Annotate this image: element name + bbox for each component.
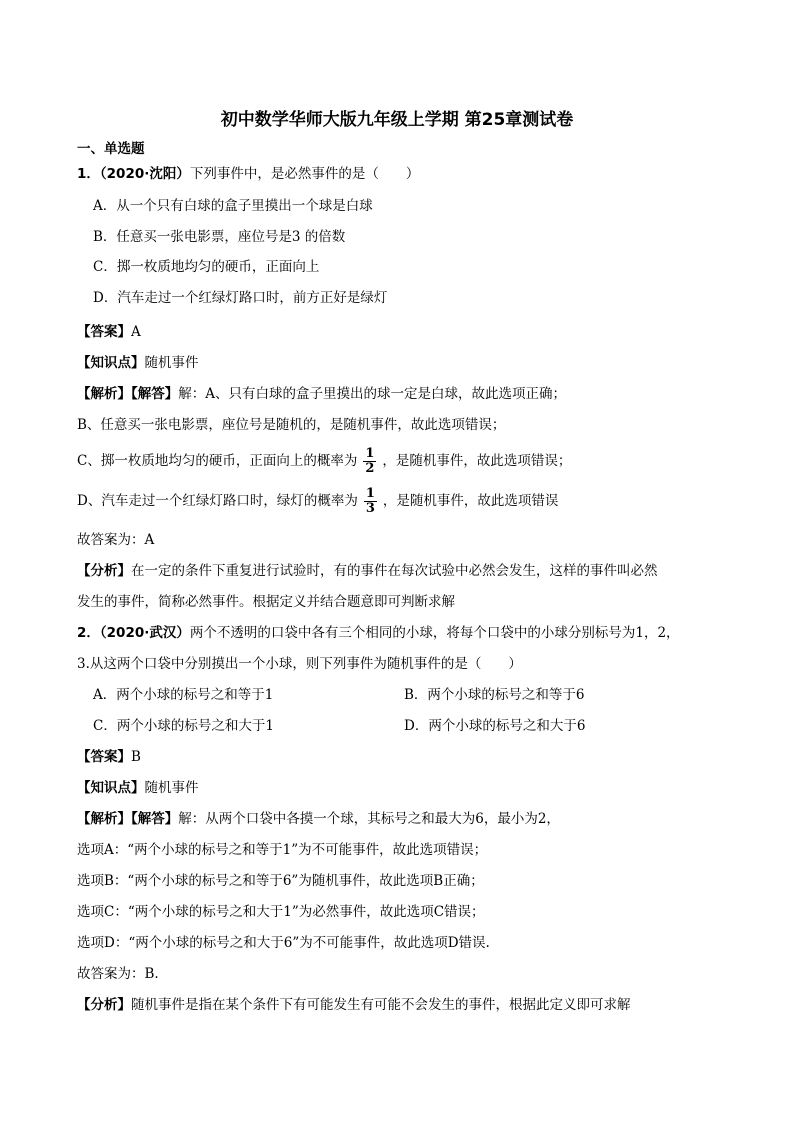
question-1-answer [77,322,141,342]
fenxi-text: 在一定的条件下重复进行试验时，有的事件在每次试验中必然会发生，这样的事件叫必然 [131,563,658,579]
question-1-fenxi-cont: 发生的事件，简称必然事件。根据定义并结合题意即可判断求解 [77,594,455,610]
answer-value: B [131,749,141,765]
knowledge-point-label: 【知识点】 [77,780,145,796]
question-2-option-a: A．两个小球的标号之和等于1 [93,687,274,703]
analysis-text: 解：A、只有白球的盒子里摸出的球一定是白球，故此选项正确； [178,386,566,402]
question-2-stem-cont: 3.从这两个口袋中分别摸出一个小球，则下列事件为随机事件的是（ ） [77,656,522,672]
fraction-one-third [364,487,377,516]
fraction-numerator: 1 [365,486,375,501]
fenxi-label: 【分析】 [77,997,131,1013]
question-2-answer [77,747,141,767]
question-1-fenxi [77,561,658,581]
analysis-line-d-prefix: D、汽车走过一个红绿灯路口时，绿灯的概率为 [77,493,358,509]
question-2-option-c: C．两个小球的标号之和大于1 [93,718,274,734]
fraction-denominator: 3 [365,501,375,516]
question-2-source: （2020·武汉） [99,625,190,641]
analysis-label: 【解析】【解答】 [77,386,179,402]
question-1-number: 1． [77,166,100,182]
question-2-option-b: B．两个小球的标号之和等于6 [404,687,585,703]
analysis-option-c: 选项C：“两个小球的标号之和大于1”为必然事件，故此选项C错误； [77,904,485,920]
answer-value: A [131,324,141,340]
analysis-line-c [77,444,571,478]
analysis-label: 【解析】【解答】 [77,811,179,827]
analysis-option-d: 选项D：“两个小球的标号之和大于6”为不可能事件，故此选项D错误. [77,935,490,951]
fenxi-label: 【分析】 [77,563,131,579]
knowledge-point-value: 随机事件 [144,355,199,371]
question-1-final-answer: 故答案为：A [77,532,155,548]
analysis-line-d-suffix: ，是随机事件，故此选项错误 [382,493,559,509]
analysis-line-b: B、任意买一张电影票，座位号是随机的，是随机事件，故此选项错误； [77,417,506,433]
question-2-fenxi [77,995,631,1015]
section-heading: 一、单选题 [77,141,145,157]
question-1-analysis [77,384,566,404]
knowledge-point-value: 随机事件 [144,780,199,796]
question-1-knowledge-point [77,353,199,373]
question-2-final-answer: 故答案为：B. [77,966,159,982]
analysis-option-a: 选项A：“两个小球的标号之和等于1”为不可能事件，故此选项错误； [77,842,488,858]
question-2-stem [77,623,680,643]
question-2-text: 两个不透明的口袋中各有三个相同的小球，将每个口袋中的小球分别标号为1，2， [189,625,680,641]
knowledge-point-label: 【知识点】 [77,355,145,371]
question-2-analysis [77,809,560,829]
question-1-option-c: C．掷一枚质地均匀的硬币，正面向上 [93,259,320,275]
question-1-option-d: D．汽车走过一个红绿灯路口时，前方正好是绿灯 [93,290,388,306]
question-1-option-a: A．从一个只有白球的盒子里摸出一个球是白球 [93,198,373,214]
question-1-source: （2020·沈阳） [99,166,190,182]
question-2-number: 2． [77,625,100,641]
question-1-option-b: B．任意买一张电影票，座位号是3 的倍数 [93,229,346,245]
answer-label: 【答案】 [77,749,131,765]
analysis-text: 解：从两个口袋中各摸一个球，其标号之和最大为6，最小为2， [178,811,560,827]
fenxi-text: 随机事件是指在某个条件下有可能发生有可能不会发生的事件，根据此定义即可求解 [131,997,631,1013]
question-1-text: 下列事件中，是必然事件的是（ ） [189,166,420,182]
analysis-line-c-prefix: C、掷一枚质地均匀的硬币，正面向上的概率为 [77,453,358,469]
analysis-option-b: 选项B：“两个小球的标号之和等于6”为随机事件，故此选项B正确； [77,873,484,889]
question-2-knowledge-point [77,778,199,798]
question-2-option-d: D．两个小球的标号之和大于6 [404,718,586,734]
analysis-line-c-suffix: ，是随机事件，故此选项错误； [382,453,572,469]
question-1-stem [77,164,419,184]
fraction-denominator: 2 [365,461,375,476]
fraction-numerator: 1 [365,446,375,461]
answer-label: 【答案】 [77,324,131,340]
page-title: 初中数学华师大版九年级上学期 第25章测试卷 [220,110,574,130]
analysis-line-d [77,484,558,518]
fraction-one-half [363,447,376,476]
